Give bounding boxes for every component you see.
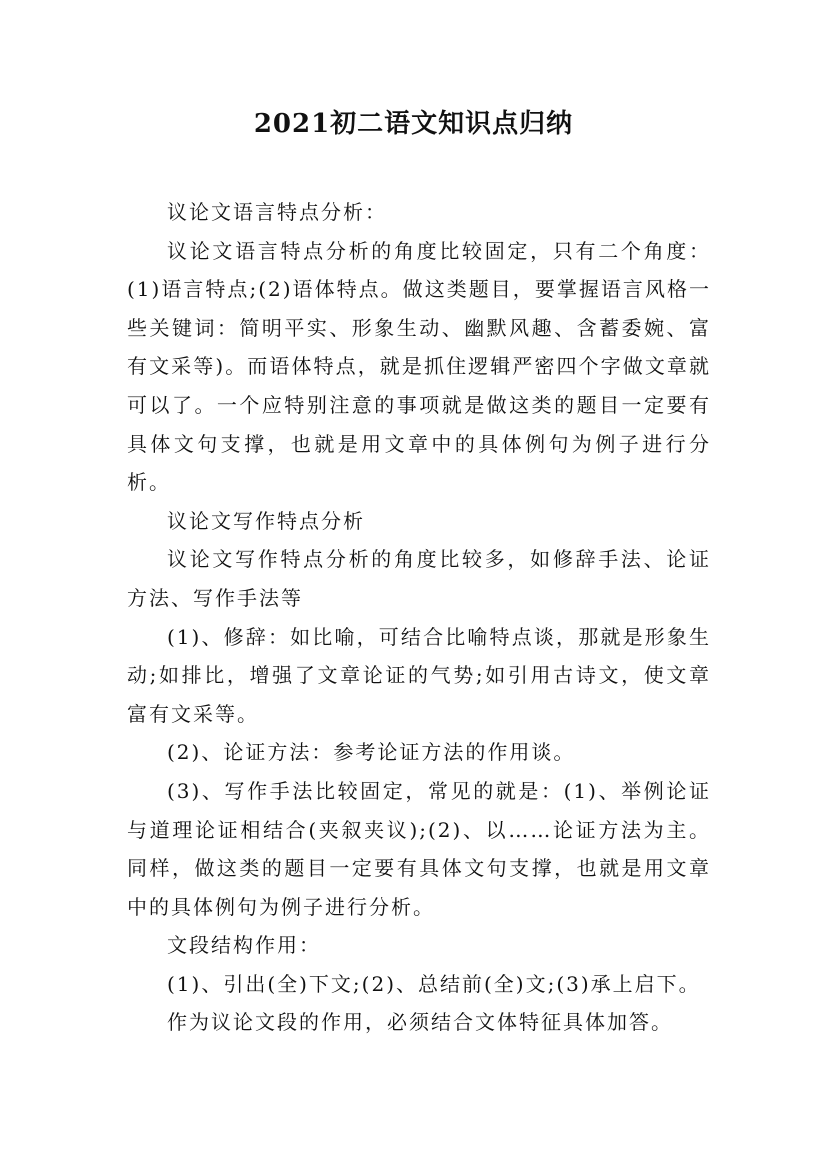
- paragraph-structure-note: 作为议论文段的作用，必须结合文体特征具体加答。: [167, 1010, 673, 1035]
- paragraph-rhetoric: (1)、修辞：如比喻，可结合比喻特点谈，那就是形象生动;如排比，增强了文章论证的气势;如引用古诗文，使文章富有文采等。: [127, 624, 711, 726]
- document-body: [127, 193, 711, 1042]
- paragraph-language-analysis: 议论文语言特点分析的角度比较固定，只有二个角度：(1)语言特点;(2)语体特点。做这类题目，要掌握语言风格一些关键词：简明平实、形象生动、幽默风趣、含蓄委婉、富有文采等)。而语体特点，就是抓住逻辑严密四个字做文章就可以了。一个应特别注意的事项就是做这类的题目一定要有具体文句支撑，也就是用文章中的具体例句为例子进行分析。: [127, 238, 711, 495]
- paragraph-argument-method: (2)、论证方法：参考论证方法的作用谈。: [167, 740, 576, 765]
- paragraph-structure-heading: 文段结构作用：: [167, 933, 321, 958]
- paragraph-writing-technique: (3)、写作手法比较固定，常见的就是：(1)、举例论证与道理论证相结合(夹叙夹议);(2)、以……论证方法为主。同样，做这类的题目一定要有具体文句支撑，也就是用文章中的具体例句为例子进行分析。: [127, 778, 711, 919]
- paragraph-language-heading: 议论文语言特点分析：: [167, 200, 387, 224]
- document-title: 2021初二语文知识点归纳: [253, 109, 574, 139]
- paragraph-writing-intro: 议论文写作特点分析的角度比较多，如修辞手法、论证方法、写作手法等: [127, 547, 711, 610]
- paragraph-structure-functions: (1)、引出(全)下文;(2)、总结前(全)文;(3)承上启下。: [167, 971, 701, 996]
- paragraph-writing-heading: 议论文写作特点分析: [167, 508, 365, 533]
